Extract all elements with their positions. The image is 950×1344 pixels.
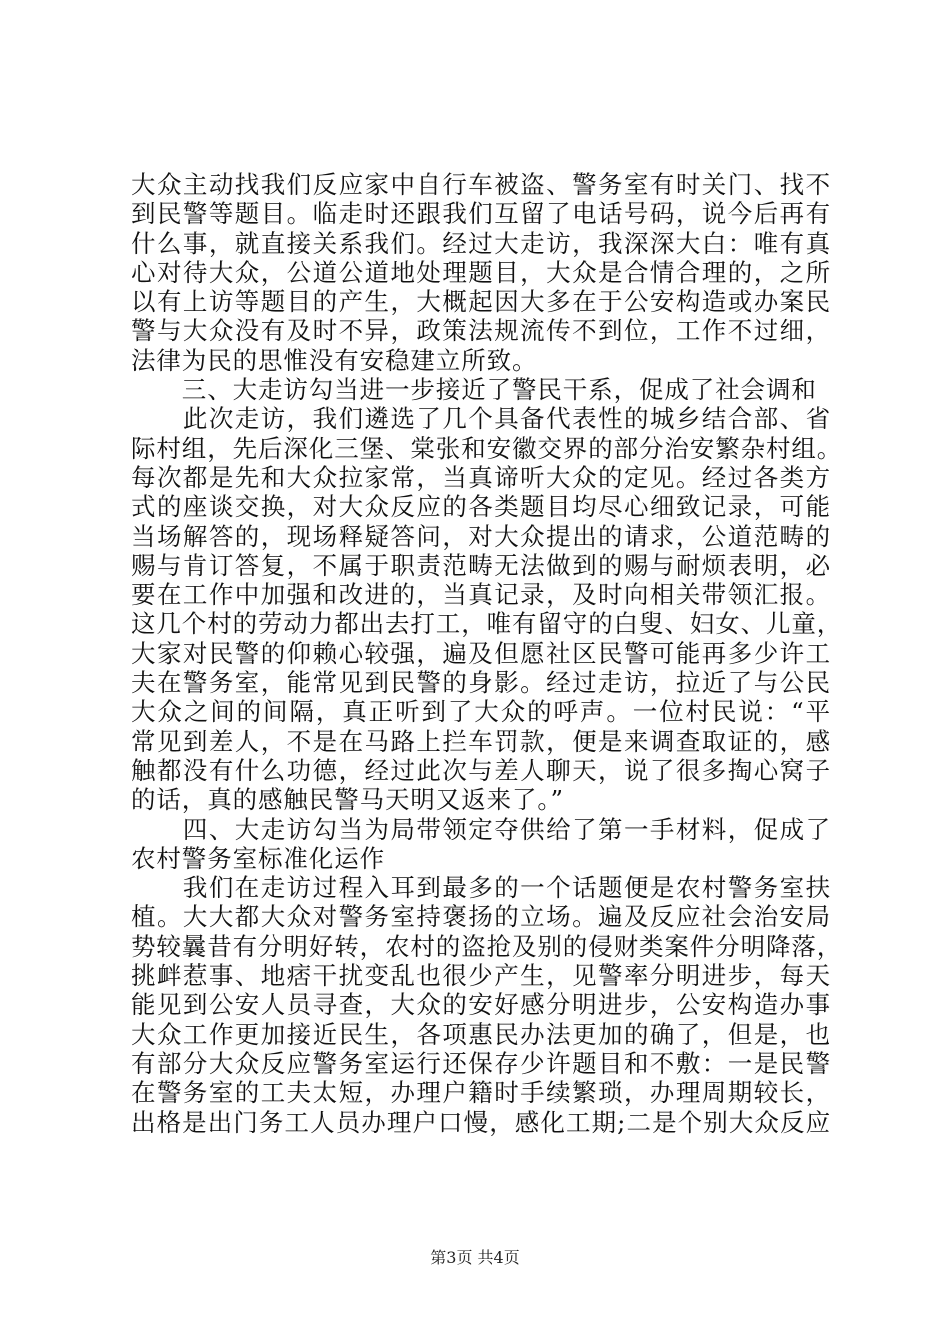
text-line: 以有上访等题目的产生，大概起因大多在于公安构造或办案民 — [131, 287, 831, 317]
text-line: 出格是出门务工人员办理户口慢，感化工期;二是个别大众反应 — [131, 1107, 831, 1137]
text-line: 三、大走访勾当进一步接近了警民干系，促成了社会调和 — [131, 375, 817, 405]
text-line: 我们在走访过程入耳到最多的一个话题便是农村警务室扶 — [131, 873, 831, 903]
text-line: 植。大大都大众对警务室持褒扬的立场。遍及反应社会治安局 — [131, 902, 831, 932]
text-line: 什么事，就直接关系我们。经过大走访，我深深大白：唯有真 — [131, 228, 831, 258]
text-line: 能见到公安人员寻查，大众的安好感分明进步，公安构造办事 — [131, 990, 831, 1020]
text-line: 大众主动找我们反应家中自行车被盗、警务室有时关门、找不 — [131, 170, 831, 199]
text-line: 在警务室的工夫太短，办理户籍时手续繁琐，办理周期较长， — [131, 1078, 831, 1108]
text-line: 心对待大众，公道公道地处理题目，大众是合情合理的，之所 — [131, 257, 831, 287]
text-line: 大众之间的间隔，真正听到了大众的呼声。一位村民说：“平 — [131, 697, 831, 727]
text-line: 挑衅惹事、地痞干扰变乱也很少产生，见警率分明进步，每天 — [131, 961, 831, 991]
text-line: 有部分大众反应警务室运行还保存少许题目和不敷：一是民警 — [131, 1048, 831, 1078]
text-line: 大家对民警的仰赖心较强，遍及但愿社区民警可能再多少许工 — [131, 638, 831, 668]
text-line: 每次都是先和大众拉家常，当真谛听大众的定见。经过各类方 — [131, 462, 831, 492]
text-line: 势较曩昔有分明好转，农村的盗抢及别的侵财类案件分明降落， — [131, 931, 843, 961]
text-line: 四、大走访勾当为局带领定夺供给了第一手材料，促成了 — [131, 814, 831, 844]
text-line: 大众工作更加接近民生，各项惠民办法更加的确了，但是，也 — [131, 1019, 831, 1049]
page-footer: 第3页 共4页 — [430, 1248, 520, 1267]
text-line: 当场解答的，现场释疑答问，对大众提出的请求，公道范畴的 — [131, 521, 831, 551]
text-line: 农村警务室标准化运作 — [131, 843, 385, 873]
text-line: 式的座谈交换，对大众反应的各类题目均尽心细致记录，可能 — [131, 492, 831, 522]
text-line: 的话，真的感触民警马天明又返来了。” — [131, 785, 564, 815]
text-line: 这几个村的劳动力都出去打工，唯有留守的白叟、妇女、儿童， — [131, 609, 843, 639]
text-line: 警与大众没有及时不异，政策法规流传不到位，工作不过细， — [131, 316, 831, 346]
text-line: 要在工作中加强和改进的，当真记录，及时向相关带领汇报。 — [131, 580, 831, 610]
text-line: 触都没有什么功德，经过此次与差人聊天，说了很多掏心窝子 — [131, 755, 831, 785]
text-line: 赐与肯订答复，不属于职责范畴无法做到的赐与耐烦表明，必 — [131, 550, 831, 580]
text-line: 夫在警务室，能常见到民警的身影。经过走访，拉近了与公民 — [131, 668, 831, 698]
text-line: 际村组，先后深化三堡、棠张和安徽交界的部分治安繁杂村组。 — [131, 433, 843, 463]
text-line: 法律为民的思惟没有安稳建立所致。 — [131, 345, 538, 375]
body-text — [131, 170, 843, 1137]
text-line: 到民警等题目。临走时还跟我们互留了电话号码，说今后再有 — [131, 199, 831, 229]
text-line: 常见到差人，不是在马路上拦车罚款，便是来调查取证的，感 — [131, 726, 831, 756]
text-line: 此次走访，我们遴选了几个具备代表性的城乡结合部、省 — [131, 404, 831, 434]
